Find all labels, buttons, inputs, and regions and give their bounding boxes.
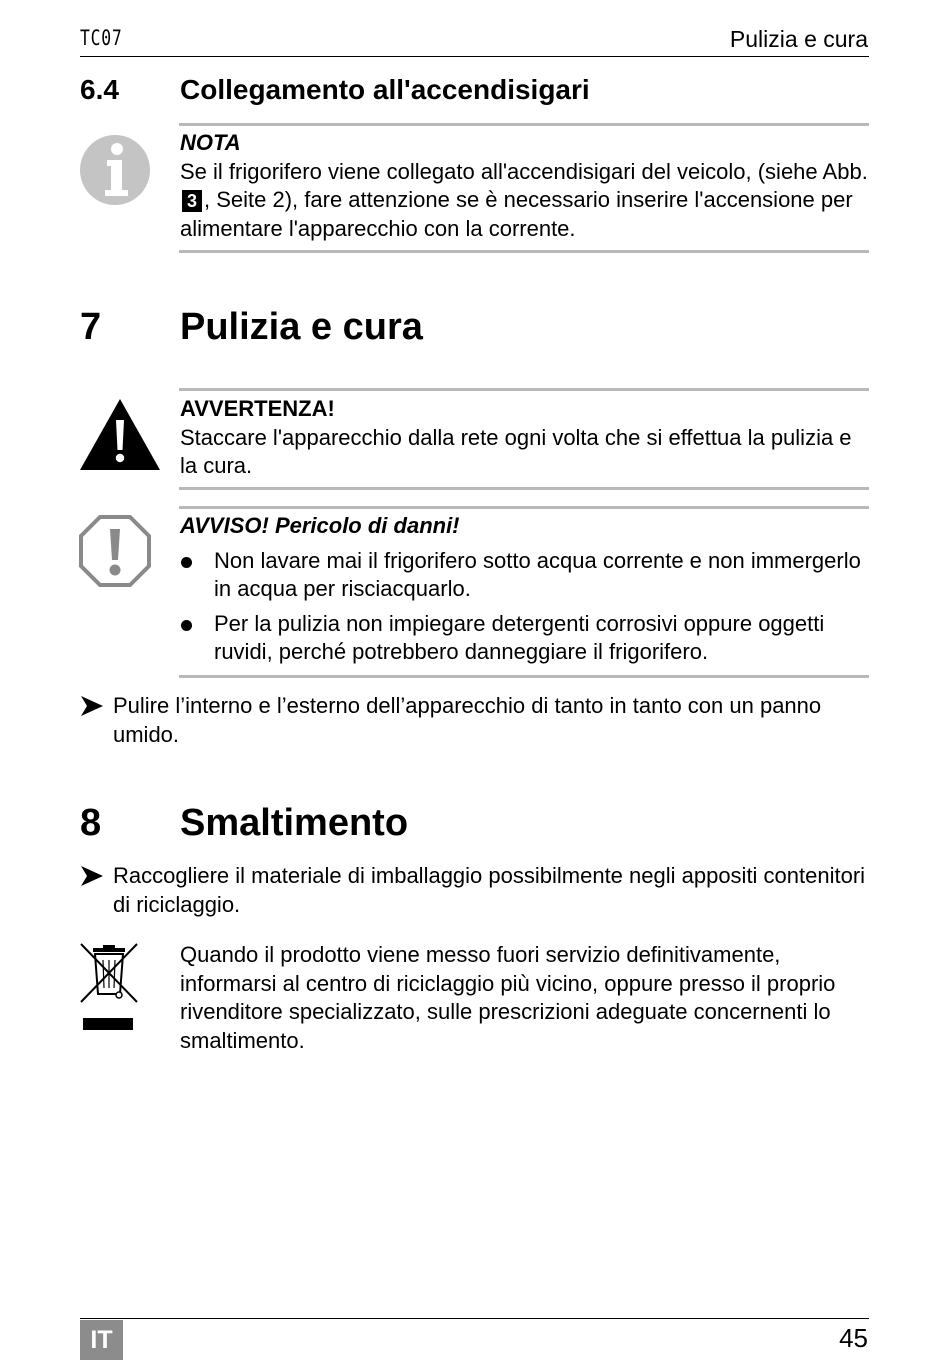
note-top-rule: [179, 123, 869, 126]
bullet-icon: [181, 620, 192, 631]
warning-title: AVVERTENZA!: [180, 396, 335, 421]
section-6-4-number: 6.4: [80, 74, 119, 105]
section-7-number: 7: [80, 306, 102, 348]
language-badge: IT: [80, 1320, 123, 1360]
step-cleaning-text: Pulire l’interno e l’esterno dell’apparecchio di tanto in tanto con un panno umido.: [113, 693, 822, 747]
step-disposal: [80, 862, 870, 919]
notice-top-rule: [179, 506, 869, 509]
notice-block: [180, 512, 870, 667]
step-disposal-text: Raccogliere il materiale di imballaggio possibilmente negli appositi contenitori di riciclaggio.: [113, 863, 866, 917]
section-6-4-title: Collegamento all'accendisigari: [180, 74, 590, 105]
note-text-after: , Seite 2), fare attenzione se è necessario inserire l'accensione per alimentare l'apparecchio con la corrente.: [180, 187, 853, 241]
arrow-bullet-icon: [80, 865, 104, 887]
notice-title: AVVISO! Pericolo di danni!: [180, 513, 460, 538]
header-model: TC07: [80, 26, 123, 50]
page-number: 45: [839, 1323, 868, 1353]
figure-reference-badge: 3: [182, 190, 202, 212]
disposal-text: Quando il prodotto viene messo fuori servizio definitivamente, informarsi al centro di riciclaggio più vicino, oppure presso il proprio rivenditore specializzato, sulle prescrizioni adeguate concernenti lo smaltimento.: [180, 942, 836, 1053]
bullet-icon: [181, 557, 192, 568]
note-bottom-rule: [179, 250, 869, 253]
note-title: NOTA: [180, 130, 241, 155]
list-item: [180, 547, 870, 604]
warning-triangle-icon: [79, 398, 161, 476]
notice-bottom-rule: [179, 675, 869, 678]
section-7-title: Pulizia e cura: [180, 306, 423, 348]
weee-bin-icon: [79, 942, 141, 1037]
section-8-title: Smaltimento: [180, 802, 409, 844]
warning-bottom-rule: [179, 487, 869, 490]
note-text: [180, 158, 870, 244]
section-8-number: 8: [80, 802, 102, 844]
footer-rule: [80, 1318, 869, 1319]
arrow-bullet-icon: [80, 695, 104, 717]
step-cleaning: [80, 692, 870, 749]
header-rule: [80, 56, 869, 57]
notice-bullet-1: Non lavare mai il frigorifero sotto acqua corrente e non immergerlo in acqua per risciacquarlo.: [214, 547, 861, 601]
warning-text: Staccare l'apparecchio dalla rete ogni volta che si effettua la pulizia e la cura.: [180, 424, 852, 478]
list-item: [180, 610, 870, 667]
header-section: Pulizia e cura: [729, 26, 868, 52]
note-text-before: Se il frigorifero viene collegato all'accendisigari del veicolo, (siehe Abb.: [180, 158, 868, 184]
warning-block: [180, 395, 870, 481]
notice-octagon-icon: [79, 515, 151, 592]
note-block: [180, 129, 870, 243]
notice-bullet-2: Per la pulizia non impiegare detergenti corrosivi oppure oggetti ruvidi, perché potrebbero danneggiare il frigorifero.: [214, 610, 825, 664]
info-icon: [79, 134, 151, 211]
warning-top-rule: [179, 388, 869, 391]
